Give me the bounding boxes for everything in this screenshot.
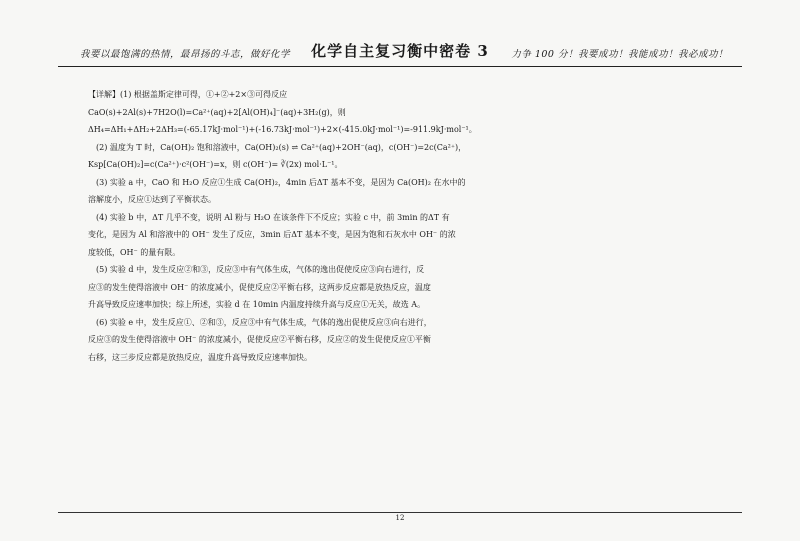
text-line: 溶解度小，反应①达到了平衡状态。 [88,195,216,204]
text-line: 应③的发生使得溶液中 OH⁻ 的浓度减小，促使反应②平衡右移，这两步反应都是放热反应，温度 [88,282,431,292]
text-line: 【详解】(1) 根据盖斯定律可得，①+②+2×③可得反应 [88,90,288,99]
text-line: (6) 实验 e 中，发生反应①、②和③，反应③中有气体生成，气体的逸出促使反应③向右进行， [96,317,432,327]
text-line: 右移，这三步反应都是放热反应，温度升高导致反应速率加快。 [88,352,312,362]
text-line: (5) 实验 d 中，发生反应②和③，反应③中有气体生成，气体的逸出促使反应③向右进行，反 [96,265,425,274]
header-title: 化学自主复习衡中密卷 3 [311,42,489,60]
text-line: CaO(s)+2Al(s)+7H2O(l)=Ca²⁺(aq)+2[Al(OH)₄]⁻(aq)+3H₂(g)，则 [88,107,346,117]
text-line: (4) 实验 b 中，ΔT 几乎不变，说明 Al 粉与 H₂O 在该条件下不反应；实验 c 中，前 3min 的ΔT 有 [96,212,450,222]
text-line: 变化，是因为 Al 和溶液中的 OH⁻ 发生了反应，3min 后ΔT 基本不变，是因为饱和石灰水中 OH⁻ 的浓 [88,230,456,239]
header-divider [58,66,742,67]
header-motto-right: 力争 100 分！我要成功！我能成功！我必成功！ [511,49,728,60]
text-line: ΔH₄=ΔH₁+ΔH₂+2ΔH₃=(-65.17kJ·mol⁻¹)+(-16.73kJ·mol⁻¹)+2×(-415.0kJ·mol⁻¹)=-911.9kJ·mol⁻¹。 [88,125,477,134]
footer-divider [58,512,742,513]
answer-explanation [88,86,728,366]
text-line: Ksp[Ca(OH)₂]=c(Ca²⁺)·c²(OH⁻)=x，则 c(OH⁻)= ∛(2x) mol·L⁻¹。 [88,160,343,169]
text-line: 升高导致反应速率加快；综上所述，实验 d 在 10min 内温度持续升高与反应①无关，故选 A。 [88,300,426,309]
text-line: 反应③的发生使得溶液中 OH⁻ 的浓度减小，促使反应②平衡右移，反应②的发生促使反应①平衡 [88,335,431,344]
text-line: 度较低，OH⁻ 的量有限。 [88,247,181,257]
text-line: (2) 温度为 T 时，Ca(OH)₂ 饱和溶液中，Ca(OH)₂(s) ⇌ Ca²⁺(aq)+2OH⁻(aq)，c(OH⁻)=2c(Ca²⁺)， [96,142,467,152]
page-header [58,40,742,64]
header-motto-left: 我要以最饱满的热情，最昂扬的斗志，做好化学 [80,49,291,60]
page-number: 12 [395,514,405,522]
text-line: (3) 实验 a 中，CaO 和 H₂O 反应①生成 Ca(OH)₂，4min 后ΔT 基本不变，是因为 Ca(OH)₂ 在水中的 [96,177,466,187]
